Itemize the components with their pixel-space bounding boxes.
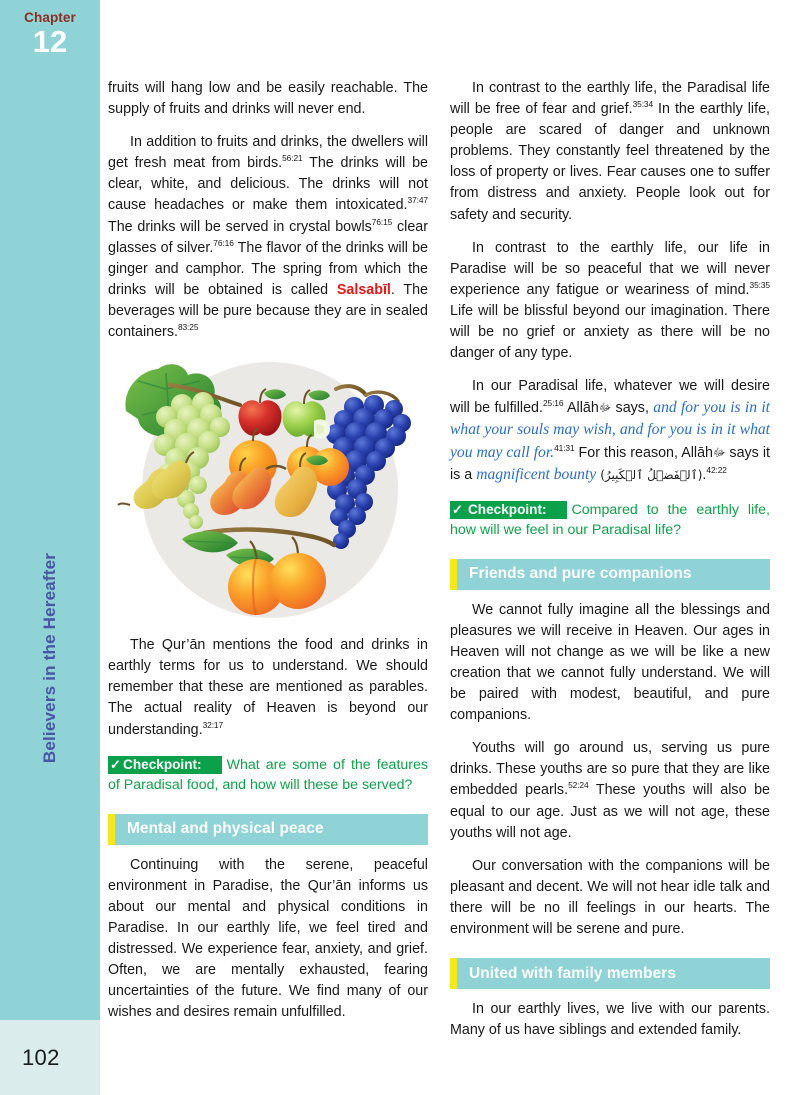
running-title	[0, 0, 100, 1020]
checkpoint-block	[450, 500, 770, 541]
paragraph	[450, 600, 770, 727]
paragraph-text: In contrast to the earthly life, our life in Paradise will be so peaceful that we will never experience any fatigue or weariness of mind.	[450, 239, 770, 298]
verse-reference: 35:34	[632, 99, 654, 110]
verse-reference: 42:22	[706, 464, 727, 475]
section-header-label: Mental and physical peace	[127, 820, 324, 838]
paragraph-text: Continuing with the serene, peaceful environment in Paradise, the Qur’ān informs us about our mental and physical conditions in Paradise. In our earthly life, we feel tired and distressed. We experience fear, anxiety, and grief. Often, we are mentally exhausted, fearing uncertainties of the future. We find many of our wishes and desires remain unfulfilled.	[108, 856, 428, 1021]
checkpoint-tag	[450, 501, 567, 519]
section-header-label: Friends and pure companions	[469, 565, 692, 583]
fruit-illustration	[108, 359, 428, 621]
verse-reference: 32:17	[202, 719, 224, 730]
highlighted-term: Salsabīl	[336, 281, 391, 298]
chapter-number: 12	[32, 23, 68, 59]
verse-reference: 56:21	[282, 153, 303, 164]
paragraph-text: These youths will also be equal to our age. Just as we will not age, these youths will not age.	[450, 782, 770, 841]
paragraph-text: Youths will go around us, serving us pure drinks. These youths are so pure that they are like embedded pearls.	[450, 740, 770, 799]
paragraph	[450, 238, 770, 365]
arabic-phrase: (ٱلۡفَضۡلُ ٱلۡكَبِيرُ)	[600, 467, 703, 482]
chapter-sidebar	[0, 0, 100, 1020]
paragraph	[450, 856, 770, 940]
quran-quote: and for you is in it what your souls may wish, and for you is in it what you may call for.	[450, 399, 770, 461]
page-number-box	[0, 1020, 100, 1095]
paragraph-text: In contrast to the earthly life, the Paradisal life will be free of fear and grief.	[450, 80, 770, 118]
paragraph	[450, 78, 770, 226]
verse-reference: 25:16	[542, 398, 564, 409]
check-icon: ✓	[110, 756, 124, 772]
verse-reference: 76:16	[213, 237, 234, 248]
running-title-text: Believers in the Hereafter	[40, 552, 59, 764]
verse-reference: 35:35	[749, 280, 770, 291]
paragraph-text: For this reason, Allāh	[574, 444, 713, 461]
page-number: 102	[22, 1044, 60, 1070]
section-header-label: United with family members	[469, 964, 676, 982]
verse-reference: 37:47	[407, 195, 428, 206]
section-header-mental-physical-peace	[108, 814, 428, 845]
paragraph-text: We cannot fully imagine all the blessings and pleasures we will receive in Heaven. Our ages in Heaven will not change as we will be like a new creation that we cannot fully understand. We will be paired with modest, beautiful, and pure companions.	[450, 601, 770, 724]
checkpoint-question: What are some of the features of Paradisal food, and how will these be served?	[108, 756, 428, 794]
paragraph-text: Our conversation with the companions will be pleasant and decent. We will not hear idle talk and there will be no ill feelings in our hearts. The environment will be serene and pure.	[450, 857, 770, 937]
paragraph-text: In addition to fruits and drinks, the dwellers will get fresh meat from birds.	[108, 134, 428, 172]
paragraph	[108, 855, 428, 1024]
paragraph-text: says,	[611, 400, 654, 417]
verse-reference: 41:31	[554, 442, 575, 453]
section-header-united-with-family-members	[450, 958, 770, 989]
paragraph-text: The Qur’ān mentions the food and drinks in earthly terms for us to understand. We should remember that these are mentioned as parables. The actual reality of Heaven is beyond our understanding.	[108, 637, 428, 738]
checkpoint-tag-label: Checkpoint:	[467, 501, 547, 517]
paragraph	[108, 635, 428, 740]
paragraph	[450, 738, 770, 843]
paragraph	[108, 132, 428, 343]
checkpoint-block	[108, 755, 428, 796]
paragraph-text: fruits will hang low and be easily reachable. The supply of fruits and drinks will never end.	[108, 80, 428, 118]
checkpoint-tag	[108, 756, 222, 774]
paragraph-text: In the earthly life, people are scared of danger and unknown problems. They constantly feel threatened by the loss of property or lives. Fear causes one to suffer from distress and anxiety. People look out for safety and security.	[450, 101, 770, 223]
paragraph-text: clear glasses of silver.	[108, 218, 429, 256]
chapter-label: Chapter	[24, 10, 76, 25]
paragraph	[450, 999, 770, 1041]
allah-honorific-glyph: ﷻ	[598, 401, 612, 415]
paragraph	[108, 78, 428, 120]
paragraph-text: In our earthly lives, we live with our parents. Many of us have siblings and extended family.	[450, 1001, 770, 1039]
quran-quote: magnificent bounty	[476, 465, 597, 483]
verse-reference: 76:15	[371, 216, 393, 227]
page-content	[108, 78, 770, 1041]
paragraph-text: The flavor of the drinks will be ginger and camphor. The spring from which the drinks will be obtained is called	[108, 239, 428, 298]
paragraph-text: Allāh	[563, 400, 599, 417]
left-column	[108, 78, 428, 1041]
checkpoint-tag-label: Checkpoint:	[123, 756, 202, 772]
paragraph-text: The drinks will be clear, white, and delicious. The drinks will not cause headaches or make them intoxicated.	[108, 155, 428, 214]
section-header-friends-and-pure-companions	[450, 559, 770, 590]
check-icon: ✓	[452, 501, 468, 517]
paragraph-text: The drinks will be served in crystal bowls	[108, 218, 372, 235]
paragraph-text: In our Paradisal life, whatever we will desire will be fulfilled.	[450, 378, 770, 417]
allah-honorific-glyph: ﷻ	[712, 445, 726, 459]
paragraph: In our Paradisal life, whatever we will desire will be fulfilled.$^{25:16}$ Allāhﷻ says, and for you is in it what your souls may wish, and for you is in it what you may call for.$^{41:31}$ For this reason, Allāhﷻ says it is a magnificent bounty (ٱلۡفَضۡلُ ٱلۡكَبِيرُ).$^{42:22}$	[450, 378, 770, 483]
right-column	[450, 78, 770, 1041]
paragraph-text: Life will be blissful beyond our imagination. There will be no grief or anxiety as there will be no danger of any type.	[450, 302, 770, 362]
paragraph-text: . The beverages will be pure because they are in sealed containers.	[108, 281, 428, 341]
verse-reference: 52:24	[568, 780, 589, 791]
checkpoint-question: Compared to the earthly life, how will we feel in our Paradisal life?	[450, 501, 770, 539]
verse-reference: 83:25	[177, 322, 199, 333]
paragraph-text: says it is a	[450, 444, 770, 483]
